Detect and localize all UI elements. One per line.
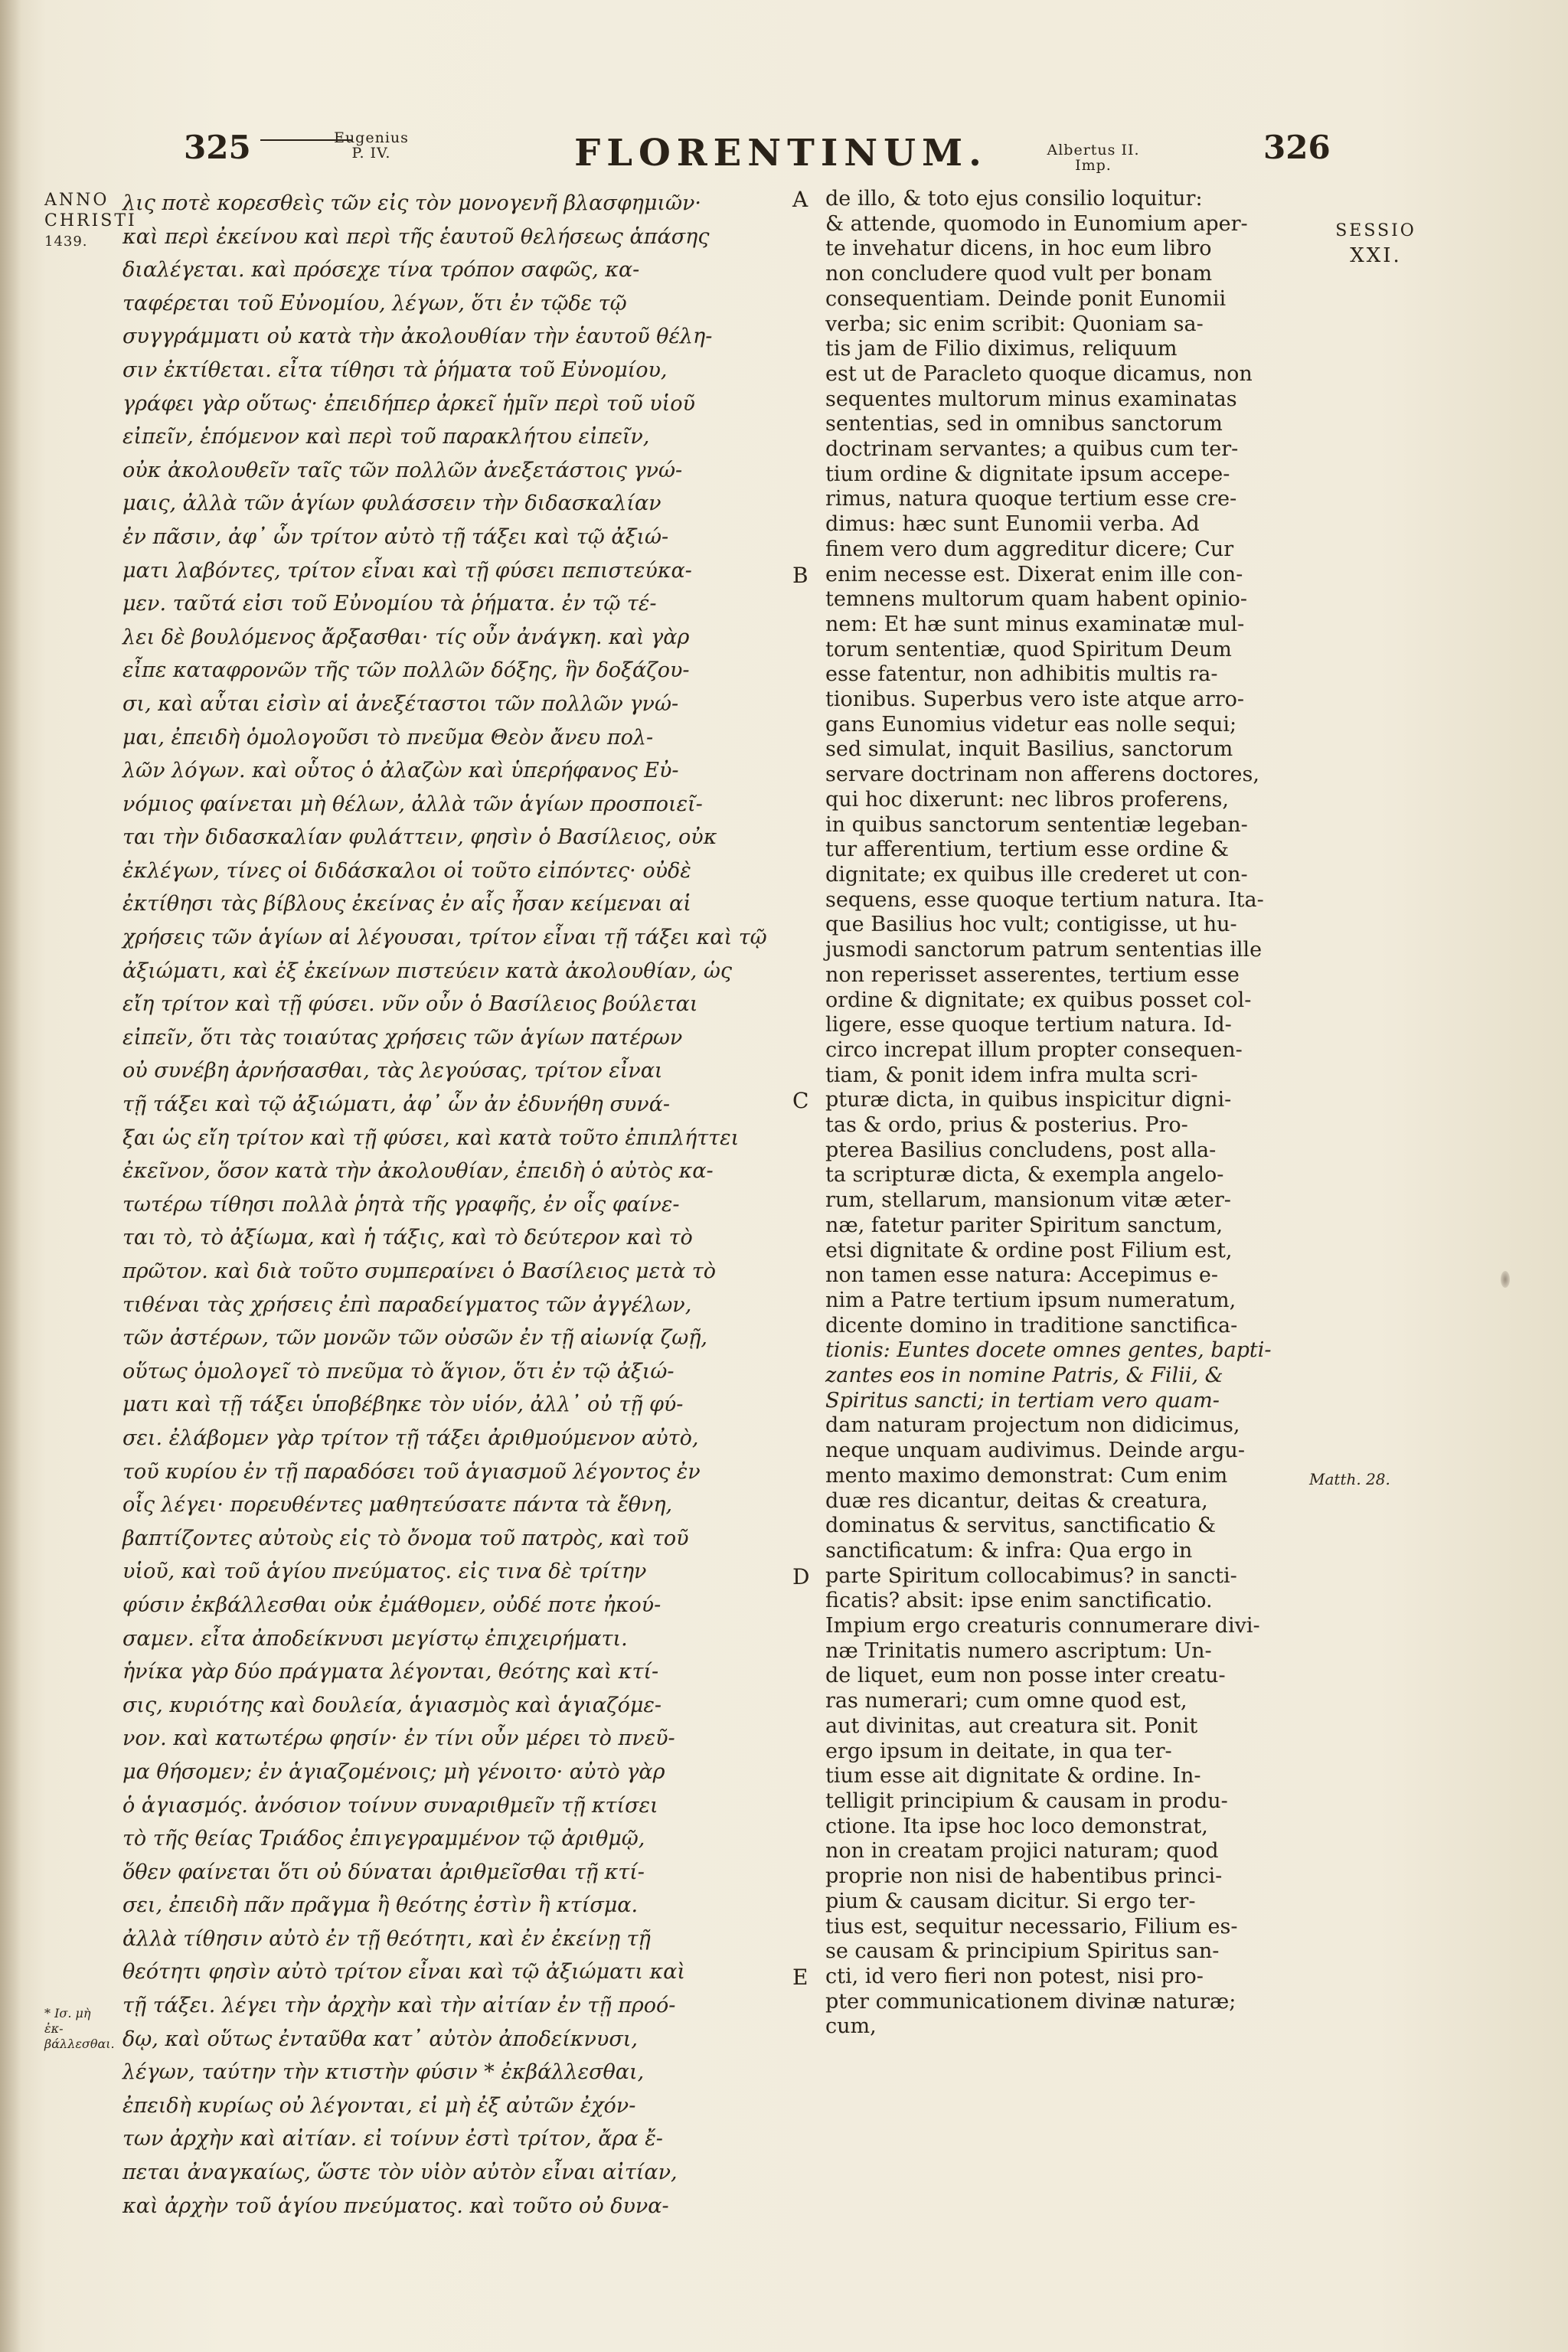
latin-line: sanctificatum: & infra: Qua ergo in xyxy=(825,1538,1193,1563)
latin-line: tionis: Euntes docete omnes gentes, bapti- xyxy=(825,1338,1272,1363)
latin-line: dignitate; ex quibus ille crederet ut con- xyxy=(825,862,1248,887)
latin-line: se causam & principium Spiritus san- xyxy=(825,1939,1220,1964)
greek-line: ταφέρεται τοῦ Εὐνομίου, λέγων, ὅτι ἐν τῷδε τῷ xyxy=(122,291,627,315)
greek-line: ται τὴν διδασκαλίαν φυλάττειν, φησὶν ὁ Βασίλειος, οὐκ xyxy=(122,825,717,850)
greek-line: ματι λαβόντες, τρίτον εἶναι καὶ τῇ φύσει πεπιστεύκα- xyxy=(122,558,692,583)
greek-line: ἀξιώματι, καὶ ἐξ ἐκείνων πιστεύειν κατὰ ἀκολουθίαν, ὡς xyxy=(122,959,733,983)
latin-line: est ut de Paracleto quoque dicamus, non xyxy=(825,361,1253,386)
latin-line: circo increpat illum propter consequen- xyxy=(825,1037,1243,1062)
greek-line: οἷς λέγει· πορευθέντες μαθητεύσατε πάντα τὰ ἔθνη, xyxy=(122,1493,673,1517)
margin-footnote-line-1: * Ισ. μὴ ἐκ- xyxy=(44,2006,91,2036)
margin-scripture-reference: Matth. 28. xyxy=(1309,1470,1390,1488)
greek-line: ἐπειδὴ κυρίως οὐ λέγονται, εἰ μὴ ἐξ αὐτῶν ἐχόν- xyxy=(122,2093,636,2118)
greek-line: λῶν λόγων. καὶ οὗτος ὁ ἀλαζὼν καὶ ὑπερήφανος Εὐ- xyxy=(122,759,679,783)
greek-line: οὐκ ἀκολουθεῖν ταῖς τῶν πολλῶν ἀνεξετάστοις γνώ- xyxy=(122,458,683,482)
greek-line: σι, καὶ αὗται εἰσὶν αἱ ἀνεξέταστοι τῶν πολλῶν γνώ- xyxy=(122,691,679,716)
latin-line: ordine & dignitate; ex quibus posset col- xyxy=(825,988,1252,1012)
latin-line: cum, xyxy=(825,2014,877,2039)
greek-line: υἱοῦ, καὶ τοῦ ἁγίου πνεύματος. εἰς τινα δὲ τρίτην xyxy=(122,1560,647,1584)
greek-line: ἐκτίθησι τὰς βίβλους ἐκείνας ἐν αἷς ἦσαν κείμεναι αἱ xyxy=(122,892,691,916)
latin-line: non concludere quod vult per bonam xyxy=(825,262,1213,286)
margin-footnote xyxy=(44,2006,113,2052)
latin-line: pturæ dicta, in quibus inspicitur digni- xyxy=(825,1088,1232,1112)
greek-line: συγγράμματι οὐ κατὰ τὴν ἀκολουθίαν τὴν ἑαυτοῦ θέλη- xyxy=(122,325,713,349)
greek-line: τὸ τῆς θείας Τριάδος ἐπιγεγραμμένον τῷ ἀριθμῷ, xyxy=(122,1827,645,1851)
latin-line: in quibus sanctorum sententiæ legeban- xyxy=(825,812,1248,837)
greek-text-column xyxy=(122,187,781,2223)
greek-line: τωτέρω τίθησι πολλὰ ῥητὰ τῆς γραφῆς, ἐν οἷς φαίνε- xyxy=(122,1192,680,1217)
latin-line: non in creatam projici naturam; quod xyxy=(825,1839,1219,1864)
section-letter: C xyxy=(792,1088,809,1114)
latin-line: temnens multorum quam habent opinio- xyxy=(825,587,1247,612)
latin-line: gans Eunomius videtur eas nolle sequi; xyxy=(825,712,1237,737)
greek-line: σαμεν. εἶτα ἀποδείκνυσι μεγίστῳ ἐπιχειρήματι. xyxy=(122,1626,628,1651)
latin-line: parte Spiritum collocabimus? in sancti- xyxy=(825,1563,1237,1588)
margin-christi: CHRISTI xyxy=(44,211,137,230)
greek-line: ἡνίκα γὰρ δύο πράγματα λέγονται, θεότης καὶ κτί- xyxy=(122,1660,659,1684)
greek-line: διαλέγεται. καὶ πρόσεχε τίνα τρόπον σαφῶς, κα- xyxy=(122,258,640,283)
running-title: FLORENTINUM. xyxy=(574,132,988,175)
greek-line: σις, κυριότης καὶ δουλεία, ἁγιασμὸς καὶ ἁγιαζόμε- xyxy=(122,1693,662,1717)
latin-line: servare doctrinam non afferens doctores, xyxy=(825,763,1259,787)
latin-line: enim necesse est. Dixerat enim ille con- xyxy=(825,562,1243,586)
margin-anno: ANNO xyxy=(44,191,109,210)
greek-line: καὶ περὶ ἐκείνου καὶ περὶ τῆς ἑαυτοῦ θελήσεως ἁπάσης xyxy=(122,224,710,249)
greek-line: τῶν ἀστέρων, τῶν μονῶν τῶν οὐσῶν ἐν τῇ αἰωνίᾳ ζωῇ, xyxy=(122,1326,707,1351)
latin-line: ta scripturæ dicta, & exempla angelo- xyxy=(825,1163,1224,1187)
latin-line: que Basilius hoc vult; contigisse, ut hu- xyxy=(825,913,1237,937)
latin-line: tium ordine & dignitate ipsum accepe- xyxy=(825,462,1230,486)
latin-line: cti, id vero fieri non potest, nisi pro- xyxy=(825,1964,1204,1988)
latin-line: tium esse ait dignitate & ordine. In- xyxy=(825,1764,1201,1788)
paper-blemish xyxy=(1501,1271,1510,1288)
greek-line: λέγων, ταύτην τὴν κτιστὴν φύσιν * ἐκβάλλεσθαι, xyxy=(122,2060,645,2085)
latin-line: mento maximo demonstrat: Cum enim xyxy=(825,1463,1228,1488)
greek-line: ἐκεῖνον, ὅσον κατὰ τὴν ἀκολουθίαν, ἐπειδὴ ὁ αὐτὸς κα- xyxy=(122,1159,714,1184)
margin-sessio xyxy=(1311,219,1441,268)
greek-line: ἀλλὰ τίθησιν αὐτὸ ἐν τῇ θεότητι, καὶ ἐν ἐκείνῃ τῇ xyxy=(122,1926,651,1951)
greek-line: τοῦ κυρίου ἐν τῇ παραδόσει τοῦ ἁγιασμοῦ λέγοντος ἐν xyxy=(122,1459,701,1484)
header-pope xyxy=(329,130,413,161)
margin-sessio-label: SESSIO xyxy=(1335,221,1416,240)
greek-line: οὐ συνέβη ἀρνήσασθαι, τὰς λεγούσας, τρίτον εἶναι xyxy=(122,1059,663,1083)
greek-line: μεν. ταῦτά εἰσι τοῦ Εὐνομίου τὰ ῥήματα. ἐν τῷ τέ- xyxy=(122,592,657,616)
latin-line: de liquet, eum non posse inter creatu- xyxy=(825,1664,1226,1688)
latin-line: proprie non nisi de habentibus princi- xyxy=(825,1864,1223,1889)
greek-line: οὕτως ὁμολογεῖ τὸ πνεῦμα τὸ ἅγιον, ὅτι ἐν τῷ ἀξιώ- xyxy=(122,1359,675,1383)
greek-line: σει, ἐπειδὴ πᾶν πρᾶγμα ἢ θεότης ἐστὶν ἢ κτίσμα. xyxy=(122,1893,639,1918)
latin-line: tis jam de Filio diximus, reliquum xyxy=(825,337,1178,361)
greek-line: ὅθεν φαίνεται ὅτι οὐ δύναται ἀριθμεῖσθαι τῇ κτί- xyxy=(122,1860,645,1884)
latin-line: pterea Basilius concludens, post alla- xyxy=(825,1138,1217,1162)
latin-line: zantes eos in nomine Patris, & Filii, & xyxy=(825,1364,1223,1388)
header-emperor xyxy=(1024,142,1162,173)
section-letter: D xyxy=(792,1563,810,1589)
header-emperor-title: Imp. xyxy=(1075,157,1112,174)
gutter-shadow xyxy=(0,0,21,2352)
greek-line: βαπτίζοντες αὐτοὺς εἰς τὸ ὄνομα τοῦ πατρὸς, καὶ τοῦ xyxy=(122,1526,689,1550)
latin-line: ras numerari; cum omne quod est, xyxy=(825,1689,1187,1713)
header-pope-number: P. IV. xyxy=(351,145,391,162)
section-letter: B xyxy=(792,562,808,588)
latin-line: doctrinam servantes; a quibus cum ter- xyxy=(825,437,1239,462)
greek-line: νόμιος φαίνεται μὴ θέλων, ἀλλὰ τῶν ἁγίων προσποιεῖ- xyxy=(122,792,703,816)
greek-line: των ἀρχὴν καὶ αἰτίαν. εἰ τοίνυν ἐστὶ τρίτον, ἄρα ἔ- xyxy=(122,2127,663,2151)
greek-line: ἐκλέγων, τίνες οἱ διδάσκαλοι οἱ τοῦτο εἰπόντες· οὐδὲ xyxy=(122,858,691,883)
latin-line: nem: Et hæ sunt minus examinatæ mul- xyxy=(825,612,1245,636)
latin-line: tas & ordo, prius & posterius. Pro- xyxy=(825,1113,1188,1138)
greek-line: λις ποτὲ κορεσθεὶς τῶν εἰς τὸν μονογενῆ βλασφημιῶν· xyxy=(122,191,701,215)
greek-line: ματι καὶ τῇ τάξει ὑποβέβηκε τὸν υἱόν, ἀλλ᾽ οὐ τῇ φύ- xyxy=(122,1393,684,1417)
margin-year: 1439. xyxy=(44,234,88,250)
greek-line: μαις, ἀλλὰ τῶν ἁγίων φυλάσσειν τὴν διδασκαλίαν xyxy=(122,492,662,516)
page-number-left: 325 xyxy=(184,129,251,166)
greek-line: ξαι ὡς εἴη τρίτον καὶ τῇ φύσει, καὶ κατὰ τοῦτο ἐπιπλήττει xyxy=(122,1125,740,1150)
greek-line: σιν ἐκτίθεται. εἶτα τίθησι τὰ ῥήματα τοῦ Εὐνομίου, xyxy=(122,358,668,382)
latin-line: sequens, esse quoque tertium natura. Ita- xyxy=(825,887,1264,912)
latin-line: duæ res dicantur, deitas & creatura, xyxy=(825,1488,1208,1513)
greek-line: μα θήσομεν; ἐν ἁγιαζομένοις; μὴ γένοιτο· αὐτὸ γὰρ xyxy=(122,1759,665,1784)
latin-line: esse fatentur, non adhibitis multis ra- xyxy=(825,662,1218,687)
latin-line: tiam, & ponit idem infra multa scri- xyxy=(825,1063,1198,1087)
latin-line: dimus: hæc sunt Eunomii verba. Ad xyxy=(825,512,1200,537)
latin-text-column xyxy=(825,187,1300,2040)
latin-line: næ Trinitatis numero ascriptum: Un- xyxy=(825,1638,1212,1663)
latin-line: dicente domino in traditione sanctifica- xyxy=(825,1313,1238,1338)
greek-line: θεότητι φησὶν αὐτὸ τρίτον εἶναι καὶ τῷ ἀξιώματι καὶ xyxy=(122,1960,685,1984)
greek-line: καὶ ἀρχὴν τοῦ ἁγίου πνεύματος. καὶ τοῦτο οὐ δυνα- xyxy=(122,2194,669,2218)
latin-line: sequentes multorum minus examinatas xyxy=(825,387,1237,411)
latin-line: aut divinitas, aut creatura sit. Ponit xyxy=(825,1713,1198,1738)
greek-line: σει. ἐλάβομεν γὰρ τρίτον τῇ τάξει ἀριθμούμενον αὐτὸ, xyxy=(122,1426,699,1450)
latin-line: qui hoc dixerunt: nec libros proferens, xyxy=(825,787,1229,812)
section-letter: E xyxy=(792,1964,808,1990)
greek-line: εἰπεῖν, ὅτι τὰς τοιαύτας χρήσεις τῶν ἁγίων πατέρων xyxy=(122,1025,683,1050)
latin-line: pium & causam dicitur. Si ergo ter- xyxy=(825,1889,1196,1913)
latin-line: jusmodi sanctorum patrum sententias ille xyxy=(825,938,1263,962)
latin-line: sed simulat, inquit Basilius, sanctorum xyxy=(825,737,1233,762)
greek-line: εἰπεῖν, ἑπόμενον καὶ περὶ τοῦ παρακλήτου εἰπεῖν, xyxy=(122,425,650,449)
latin-line: ficatis? absit: ipse enim sanctificatio. xyxy=(825,1589,1213,1613)
greek-line: φύσιν ἐκβάλλεσθαι οὐκ ἐμάθομεν, οὐδέ ποτε ἠκού- xyxy=(122,1592,662,1617)
latin-line: sententias, sed in omnibus sanctorum xyxy=(825,412,1223,436)
latin-line: tius est, sequitur necessario, Filium es- xyxy=(825,1914,1238,1939)
latin-line: torum sententiæ, quod Spiritum Deum xyxy=(825,637,1232,662)
latin-line: neque unquam audivimus. Deinde argu- xyxy=(825,1439,1245,1463)
latin-line: ligere, esse quoque tertium natura. Id- xyxy=(825,1013,1232,1037)
greek-line: πεται ἀναγκαίως, ὥστε τὸν υἱὸν αὐτὸν εἶναι αἰτίαν, xyxy=(122,2161,678,2185)
header-emperor-name: Albertus II. xyxy=(1047,142,1140,158)
latin-line: rum, stellarum, mansionum vitæ æter- xyxy=(825,1188,1231,1213)
latin-line: finem vero dum aggreditur dicere; Cur xyxy=(825,537,1234,561)
latin-line: dominatus & servitus, sanctificatio & xyxy=(825,1514,1216,1538)
latin-line: rimus, natura quoque tertium esse cre- xyxy=(825,487,1237,511)
latin-line: nim a Patre tertium ipsum numeratum, xyxy=(825,1288,1236,1312)
latin-line: & attende, quomodo in Eunomium aper- xyxy=(825,211,1248,236)
latin-line: Impium ergo creaturis connumerare divi- xyxy=(825,1614,1260,1638)
greek-line: λει δὲ βουλόμενος ἄρξασθαι· τίς οὖν ἀνάγκη. καὶ γὰρ xyxy=(122,625,690,649)
latin-line: consequentiam. Deinde ponit Eunomii xyxy=(825,286,1227,311)
latin-line: non reperisset asserentes, tertium esse xyxy=(825,962,1240,987)
greek-line: τῇ τάξει. λέγει τὴν ἀρχὴν καὶ τὴν αἰτίαν ἐν τῇ προό- xyxy=(122,1994,676,2018)
latin-line: Spiritus sancti; in tertiam vero quam- xyxy=(825,1388,1220,1413)
greek-line: πρῶτον. καὶ διὰ τοῦτο συμπεραίνει ὁ Βασίλειος μετὰ τὸ xyxy=(122,1259,716,1283)
greek-line: νον. καὶ κατωτέρω φησίν· ἐν τίνι οὖν μέρει τὸ πνεῦ- xyxy=(122,1726,675,1751)
page-number-right: 326 xyxy=(1263,129,1331,166)
section-letter: A xyxy=(792,187,808,212)
greek-line: τιθέναι τὰς χρήσεις ἐπὶ παραδείγματος τῶν ἀγγέλων, xyxy=(122,1292,692,1317)
greek-line: μαι, ἐπειδὴ ὁμολογοῦσι τὸ πνεῦμα Θεὸν ἄνευ πολ- xyxy=(122,725,654,750)
latin-line: ergo ipsum in deitate, in qua ter- xyxy=(825,1739,1172,1763)
latin-line: etsi dignitate & ordine post Filium est, xyxy=(825,1238,1233,1263)
latin-line: de illo, & toto ejus consilio loquitur: xyxy=(825,187,1203,211)
latin-line: non tamen esse natura: Accepimus e- xyxy=(825,1263,1218,1288)
latin-line: dam naturam projectum non didicimus, xyxy=(825,1413,1240,1438)
greek-line: δῳ, καὶ οὕτως ἐνταῦθα κατ᾽ αὐτὸν ἀποδείκνυσι, xyxy=(122,2027,638,2051)
latin-line: næ, fatetur pariter Spiritum sanctum, xyxy=(825,1213,1223,1237)
latin-line: te invehatur dicens, in hoc eum libro xyxy=(825,237,1212,261)
greek-line: εἴη τρίτον καὶ τῇ φύσει. νῦν οὖν ὁ Βασίλειος βούλεται xyxy=(122,992,698,1017)
header-pope-name: Eugenius xyxy=(334,129,409,146)
latin-line: verba; sic enim scribit: Quoniam sa- xyxy=(825,312,1204,336)
greek-line: ὁ ἁγιασμός. ἀνόσιον τοίνυν συναριθμεῖν τῇ κτίσει xyxy=(122,1793,658,1818)
greek-line: χρήσεις τῶν ἁγίων αἱ λέγουσαι, τρίτον εἶναι τῇ τάξει καὶ τῷ xyxy=(122,926,767,950)
latin-line: tur afferentium, tertium esse ordine & xyxy=(825,838,1230,862)
greek-line: γράφει γὰρ οὕτως· ἐπειδήπερ ἀρκεῖ ἡμῖν περὶ τοῦ υἱοῦ xyxy=(122,391,695,416)
latin-line: ctione. Ita ipse hoc loco demonstrat, xyxy=(825,1814,1208,1838)
latin-line: pter communicationem divinæ naturæ; xyxy=(825,1989,1236,2014)
latin-line: tionibus. Superbus vero iste atque arro- xyxy=(825,688,1244,712)
greek-line: ἐν πᾶσιν, ἀφ᾽ ὧν τρίτον αὐτὸ τῇ τάξει καὶ τῷ ἀξιώ- xyxy=(122,524,669,549)
greek-line: ται τὸ, τὸ ἀξίωμα, καὶ ἡ τάξις, καὶ τὸ δεύτερον καὶ τὸ xyxy=(122,1226,693,1250)
margin-footnote-line-2: βάλλεσθαι. xyxy=(44,2037,115,2051)
greek-line: τῇ τάξει καὶ τῷ ἀξιώματι, ἀφ᾽ ὧν ἀν ἐδυνήθη συνά- xyxy=(122,1093,671,1117)
greek-line: εἶπε καταφρονῶν τῆς τῶν πολλῶν δόξης, ἣν δοξάζου- xyxy=(122,658,690,683)
latin-line: telligit principium & causam in produ- xyxy=(825,1789,1228,1813)
margin-sessio-number: XXI. xyxy=(1350,244,1402,267)
